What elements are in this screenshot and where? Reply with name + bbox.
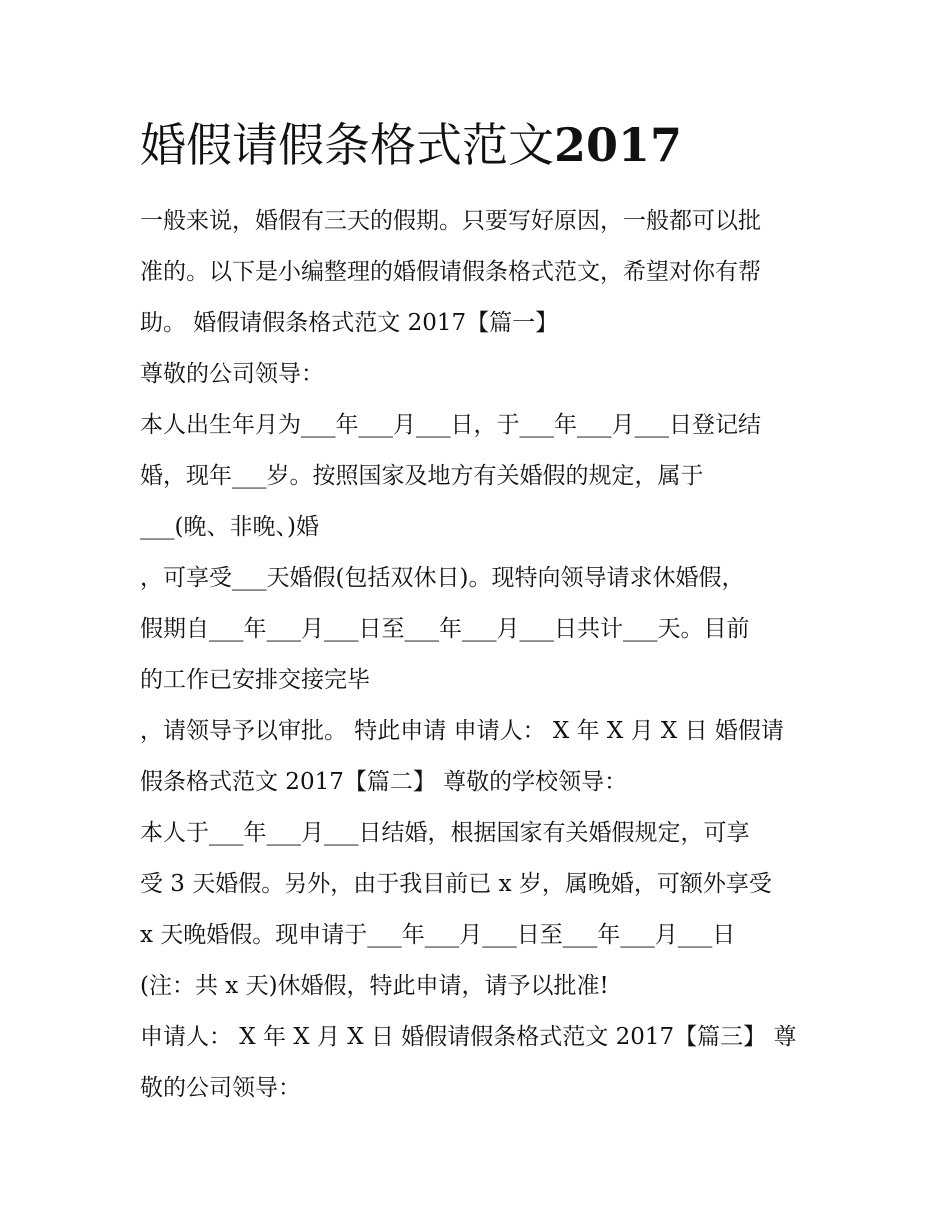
- body-line-11: ，请领导予以审批。 特此申请 申请人： X 年 X 月 X 日 婚假请: [140, 718, 784, 744]
- body-line-10: 的工作已安排交接完毕: [140, 667, 370, 693]
- body-line-8: ，可享受___天婚假(包括双休日)。现特向领导请求休婚假，: [140, 565, 745, 591]
- body-line-13: 本人于___年___月___日结婚，根据国家有关婚假规定，可享: [140, 820, 750, 846]
- body-line-4: 尊敬的公司领导：: [140, 361, 324, 387]
- body-line-1: 一般来说，婚假有三天的假期。只要写好原因，一般都可以批: [140, 208, 761, 234]
- body-line-16: (注：共 x 天)休婚假，特此申请，请予以批准!: [140, 973, 609, 999]
- document-title: [140, 113, 840, 177]
- body-line-3: 助。 婚假请假条格式范文 2017【篇一】: [140, 310, 559, 336]
- body-line-9: 假期自___年___月___日至___年___月___日共计___天。目前: [140, 616, 750, 642]
- body-line-2: 准的。以下是小编整理的婚假请假条格式范文，希望对你有帮: [140, 259, 761, 285]
- body-line-12: 假条格式范文 2017【篇二】 尊敬的学校领导：: [140, 769, 628, 795]
- body-line-15: x 天晚婚假。现申请于___年___月___日至___年___月___日: [140, 922, 736, 948]
- body-line-17: 申请人： X 年 X 月 X 日 婚假请假条格式范文 2017【篇三】 尊: [140, 1024, 797, 1050]
- body-line-7: ___(晚、非晚、)婚: [140, 514, 319, 540]
- body-line-6: 婚，现年___岁。按照国家及地方有关婚假的规定，属于: [140, 463, 704, 489]
- title-year: 2017: [554, 118, 683, 172]
- body-line-5: 本人出生年月为___年___月___日，于___年___月___日登记结: [140, 412, 761, 438]
- title-text: 婚假请假条格式范文: [140, 118, 554, 172]
- body-line-14: 受 3 天婚假。另外，由于我目前已 x 岁，属晚婚，可额外享受: [140, 871, 772, 897]
- body-line-18: 敬的公司领导：: [140, 1075, 301, 1101]
